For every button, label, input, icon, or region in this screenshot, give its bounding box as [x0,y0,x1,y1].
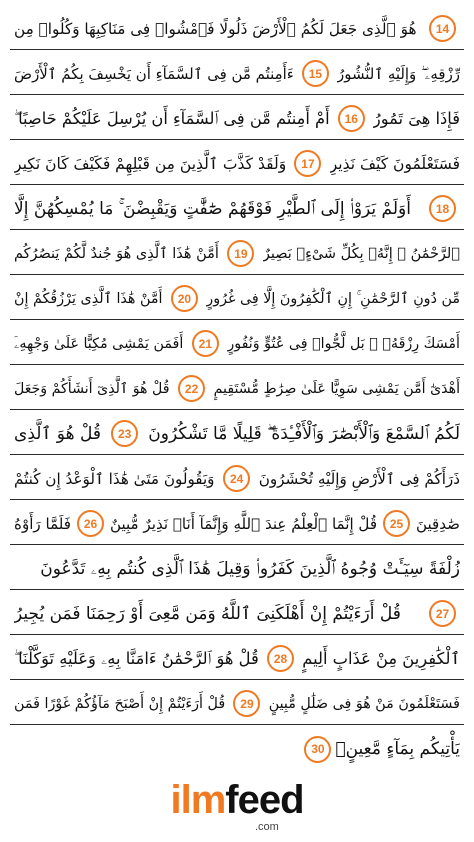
ayah-number-marker: 14 [429,15,456,42]
ayah-text: لَكُمُ ٱلسَّمْعَ وَٱلْأَبْصَٰرَ وَٱلْأَفْـِٔدَةَ ۖ قَلِيلًا مَّا تَشْكُرُونَ [148,423,460,444]
ayah-text: قُلْ أَرَءَيْتُمْ إِنْ أَهْلَكَنِىَ ٱللَّهُ وَمَن مَّعِىَ أَوْ رَحِمَنَا فَمَن يُجِيرُ [14,603,401,624]
ayah-line [10,143,464,185]
ayah-text: وَيَقُولُونَ مَتَىٰ هَٰذَا ٱلْوَعْدُ إِن كُنتُمْ [14,469,215,488]
ayah-number-marker: 17 [294,150,321,177]
ayah-text: فَسَتَعْلَمُونَ مَنْ هُوَ فِى ضَلَٰلٍ مُّبِينٍ [268,695,460,712]
ayah-text: أَمَّنْ هَٰذَا ٱلَّذِى هُوَ جُندٌ لَّكُمْ يَنصُرُكُم [14,245,219,262]
ayah-line [10,683,464,725]
ayah-number-marker: 27 [429,600,456,627]
ayah-line [10,368,464,410]
ayah-line [10,323,464,365]
ayah-line [10,503,464,545]
ayah-line [10,188,464,230]
ayah-text: هُوَ ٱلَّذِى جَعَلَ لَكُمُ ٱلْأَرْضَ ذَلُولًا فَٱمْشُوا۟ فِى مَنَاكِبِهَا وَكُلُوا۟ مِن [14,19,417,38]
ayah-line [10,728,464,770]
ayah-text: مِّن دُونِ ٱلرَّحْمَٰنِ ۚ إِنِ ٱلْكَٰفِرُونَ إِلَّا فِى غُرُورٍ [206,290,460,307]
ayah-number-marker: 26 [77,510,104,537]
ayah-text: صَٰدِقِينَ [416,514,460,533]
ayah-text: أَفَمَن يَمْشِى مُكِبًّا عَلَىٰ وَجْهِهِۦٓ [14,335,184,352]
ayah-text: أَمْ أَمِنتُم مَّن فِى ٱلسَّمَآءِ أَن يُرْسِلَ عَلَيْكُمْ حَاصِبًا ۖ [14,108,330,128]
ayah-text: قُلْ هُوَ ٱلَّذِى [14,423,101,444]
logo-part-feed: feed [225,778,304,822]
ayah-line [10,638,464,680]
ayah-number-marker: 28 [267,645,294,672]
ayah-text: زُلْفَةً سِيٓـَٔتْ وُجُوهُ ٱلَّذِينَ كَفَرُوا۟ وَقِيلَ هَٰذَا ٱلَّذِى كُنتُم بِهِۦ تَدَّعُونَ [40,558,460,579]
ilmfeed-logo [0,780,474,820]
ayah-text: فَسَتَعْلَمُونَ كَيْفَ نَذِيرِ [329,154,460,173]
ayah-number-marker: 24 [223,465,250,492]
ayah-number-marker: 16 [338,105,365,132]
ayah-text: ٱلْكَٰفِرِينَ مِنْ عَذَابٍ أَلِيمٍ [302,648,460,668]
ayah-line [10,458,464,500]
ayah-text: قُلْ إِنَّمَا ٱلْعِلْمُ عِندَ ٱللَّهِ وَإِنَّمَآ أَنَا۠ نَذِيرٌ مُّبِينٌ [109,514,378,533]
ayah-text: رِّزْقِهِۦ ۖ وَإِلَيْهِ ٱلنُّشُورُ [337,64,460,83]
ayah-number-marker: 25 [383,510,410,537]
ayah-line [10,8,464,50]
ayah-line [10,413,464,455]
ayah-text: قُلْ أَرَءَيْتُمْ إِنْ أَصْبَحَ مَآؤُكُمْ غَوْرًا فَمَن [14,695,226,712]
ayah-line [10,53,464,95]
ayah-text: أَمْسَكَ رِزْقَهُۥ ۚ بَل لَّجُّوا۟ فِى عُتُوٍّ وَنُفُورٍ [227,335,460,352]
ayah-line [10,593,464,635]
ayah-line [10,98,464,140]
logo-part-ilm: ilm [170,778,226,822]
ayah-text: قُلْ هُوَ ٱلرَّحْمَٰنُ ءَامَنَّا بِهِۦ وَعَلَيْهِ تَوَكَّلْنَا ۖ [14,648,259,668]
ayah-line [10,548,464,590]
ayah-line [10,233,464,275]
logo-domain: .com [255,821,279,833]
ayah-text: ٱلرَّحْمَٰنُ ۚ إِنَّهُۥ بِكُلِّ شَىْءٍۭ بَصِيرٌ [262,245,460,262]
ayah-text: أَوَلَمْ يَرَوْا۟ إِلَى ٱلطَّيْرِ فَوْقَهُمْ صَٰٓفَّٰتٍ وَيَقْبِضْنَ ۚ مَا يُمْسِكُهُنَّ إِلَّا [14,198,411,219]
ayah-line [10,278,464,320]
ayah-number-marker: 23 [111,420,138,447]
ayah-text: ذَرَأَكُمْ فِى ٱلْأَرْضِ وَإِلَيْهِ تُحْشَرُونَ [258,469,460,488]
ayah-text: أَهْدَىٰٓ أَمَّن يَمْشِى سَوِيًّا عَلَىٰ صِرَٰطٍ مُّسْتَقِيمٍ [213,380,460,397]
ayah-number-marker: 20 [171,285,198,312]
ayah-number-marker: 18 [429,195,456,222]
ayah-number-marker: 30 [304,736,331,763]
ayah-number-marker: 29 [233,690,260,717]
ayah-number-marker: 21 [192,330,219,357]
ayah-number-marker: 19 [227,240,254,267]
ayah-text: قُلْ هُوَ ٱلَّذِىٓ أَنشَأَكُمْ وَجَعَلَ [14,380,170,397]
ayah-number-marker: 22 [178,375,205,402]
ayah-text: فَإِذَا هِىَ تَمُورُ [372,108,460,128]
ayah-text: فَلَمَّا رَأَوْهُ [14,514,72,533]
ayah-number-marker: 15 [302,60,329,87]
ayah-text: أَمَّنْ هَٰذَا ٱلَّذِى يَرْزُقُكُمْ إِنْ [14,290,163,307]
ayah-text: ءَأَمِنتُم مَّن فِى ٱلسَّمَآءِ أَن يَخْسِفَ بِكُمُ ٱلْأَرْضَ [14,64,294,83]
ayah-text: وَلَقَدْ كَذَّبَ ٱلَّذِينَ مِن قَبْلِهِمْ فَكَيْفَ كَانَ نَكِيرِ [14,154,287,173]
ayah-text: يَأْتِيكُم بِمَآءٍ مَّعِينٍۭ [335,739,460,759]
